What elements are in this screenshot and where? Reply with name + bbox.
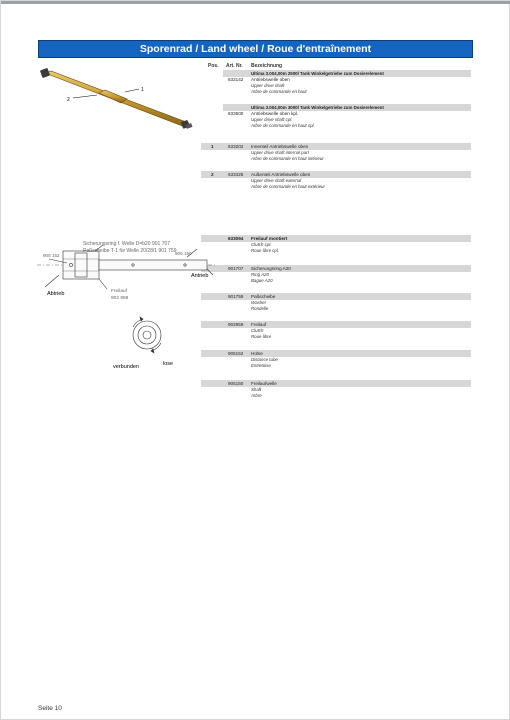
part-description-fr: Entretoise [251, 363, 271, 368]
part-description-de: Freilauf [251, 322, 267, 327]
lose-label: lose [163, 361, 174, 367]
description-de: Antriebswelle oben kpl. [251, 111, 299, 116]
part-art-number: 901707 [228, 266, 244, 271]
drive-shaft-photo [39, 65, 199, 135]
callout-1: 1 [141, 87, 144, 93]
verbunden-label: verbunden [113, 364, 139, 370]
part-description-en: Shaft [251, 387, 262, 392]
part-description-fr: Bague A20 [251, 278, 273, 283]
abtrieb-label: Abtrieb [47, 291, 65, 297]
drawing-note-2: Paßscheibe T-1 für Welle 20/28/1 901 759 [83, 248, 177, 254]
part-art-number: 633426 [228, 172, 244, 177]
part-art-number: 902959 [228, 322, 244, 327]
part-description-en: Distance tube [251, 357, 278, 362]
part-description-de: Freilaufwelle [251, 381, 277, 386]
description-de: Antriebswelle oben [251, 77, 290, 82]
column-description: Bezeichnung [251, 63, 283, 69]
part-description-de: Paßscheibe [251, 294, 276, 299]
part-description-en: Washer [251, 300, 267, 305]
art-number: 632142 [228, 77, 244, 82]
part-description-en: Upper drive shaft external [251, 178, 302, 183]
freilauf-label: Freilauf [111, 289, 127, 294]
callout-2: 2 [67, 97, 70, 103]
ref-905150: 905 150 [175, 251, 192, 256]
part-pos: 1 [211, 144, 214, 149]
part-description-de: Hülse [251, 351, 263, 356]
antrieb-label: Antrieb [191, 273, 209, 279]
part-art-number: 905150 [228, 381, 244, 386]
description-en: Upper drive shaft cpl. [251, 117, 293, 122]
drawing-note-1: Sicherungsring f. Welle D=b20 901 707 [83, 241, 171, 247]
group-header: Ultima 3.004,00m 3000l Tank Winkelgetriebe zum Dosierelement [223, 104, 471, 111]
part-description-de: Sicherungsring A20 [251, 266, 291, 271]
part-description-fr: Roue libre cpl. [251, 248, 280, 253]
part-description-de: Innenteil Antriebswelle oben [251, 144, 309, 149]
part-description-fr: Rondelle [251, 306, 269, 311]
column-pos: Pos. [208, 63, 219, 69]
part-art-number: 905152 [228, 351, 244, 356]
part-description-fr: Arbre de commande en haut extérieur [251, 184, 325, 189]
freilauf-ref: 902 959 [111, 296, 129, 301]
top-border [1, 1, 510, 4]
ref-905152: 905 152 [43, 253, 60, 258]
page-number: Seite 10 [38, 705, 62, 712]
part-description-fr: Arbre de commande en haut intérieur [251, 156, 324, 161]
part-pos: 2 [211, 172, 214, 177]
art-number: 633500 [228, 111, 244, 116]
part-art-number: 901759 [228, 294, 244, 299]
part-description-fr: Arbre [251, 393, 262, 398]
part-description-en: Upper drive shaft internal part [251, 150, 309, 155]
group-header: Ultima 3.004,00m 2500l Tank Winkelgetriebe zum Dosierelement [223, 70, 471, 77]
description-fr: Arbre de commande en haut cpl. [251, 123, 315, 128]
description-fr: Arbre de commande en haut [251, 89, 307, 94]
part-description-en: Clutch cpl. [251, 242, 272, 247]
part-description-de: Freilauf montiert [251, 236, 288, 241]
part-description-en: Clutch [251, 328, 264, 333]
part-art-number: 633094 [228, 236, 244, 241]
page-title: Sporenrad / Land wheel / Roue d'entraînement [38, 40, 473, 58]
part-art-number: 633202 [228, 144, 244, 149]
freewheel-drawing [37, 235, 217, 375]
part-description-fr: Roue libre [251, 334, 272, 339]
part-description-en: Ring A20 [251, 272, 269, 277]
column-art-nr: Art. Nr. [226, 63, 243, 69]
description-en: Upper drive shaft [251, 83, 285, 88]
part-description-de: Außenteil Antriebswelle oben [251, 172, 311, 177]
